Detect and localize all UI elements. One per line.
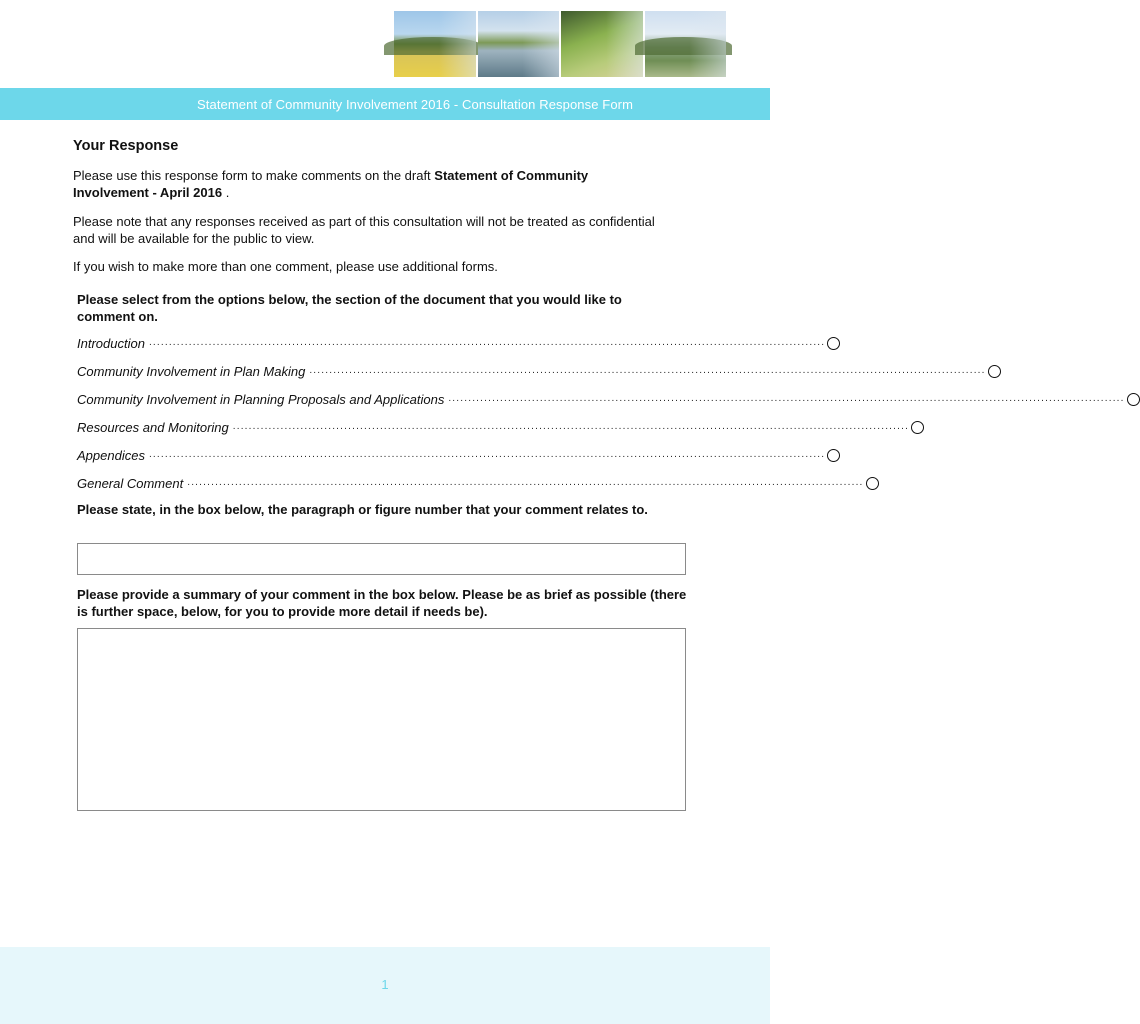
landscape-photo-icon [478, 11, 560, 77]
option-appendices[interactable] [77, 446, 826, 464]
option-resources-monitoring[interactable] [77, 418, 910, 436]
option-label: Appendices [77, 447, 145, 463]
landscape-photo-icon [561, 11, 643, 77]
option-label: Community Involvement in Plan Making [77, 363, 306, 379]
additional-forms-note: If you wish to make more than one comment, please use additional forms. [73, 259, 498, 274]
option-label: Community Involvement in Planning Proposals and Applications [77, 391, 445, 407]
section-heading: Your Response [73, 138, 179, 154]
radio-button[interactable] [827, 449, 840, 462]
summary-comment-input[interactable] [77, 628, 686, 811]
paragraph-question: Please state, in the box below, the paragraph or figure number that your comment relates to. [77, 502, 648, 517]
confidentiality-notice: Please note that any responses received as part of this consultation will not be treated as confidential and will be available for the public to view. [73, 214, 655, 246]
page-number: 1 [381, 977, 389, 992]
leader-dots: .......................................................................................................................................................................... [448, 393, 1125, 404]
option-plan-making[interactable] [77, 362, 986, 380]
document-title: Statement of Community Involvement - April 2016 [73, 168, 589, 200]
intro-paragraph [73, 168, 663, 201]
radio-button[interactable] [1127, 393, 1140, 406]
page-title: Statement of Community Involvement 2016 - Consultation Response Form [197, 97, 634, 112]
leader-dots: .......................................................................................................................................................................... [148, 337, 826, 348]
leader-dots: .......................................................................................................................................................................... [187, 477, 864, 488]
leader-dots: .......................................................................................................................................................................... [309, 365, 986, 376]
option-label: Introduction [77, 335, 145, 351]
option-introduction[interactable] [77, 334, 826, 352]
leader-dots: .......................................................................................................................................................................... [148, 449, 826, 460]
paragraph-number-input[interactable] [77, 543, 686, 575]
header-photo-strip [394, 11, 726, 77]
radio-button[interactable] [911, 421, 924, 434]
radio-button[interactable] [827, 337, 840, 350]
radio-button[interactable] [866, 477, 879, 490]
leader-dots: .......................................................................................................................................................................... [232, 421, 910, 432]
option-label: Resources and Monitoring [77, 419, 229, 435]
option-planning-proposals[interactable] [77, 390, 1125, 408]
option-general-comment[interactable] [77, 474, 864, 492]
intro-text: Please use this response form to make comments on the draft [73, 168, 435, 183]
landscape-photo-icon [645, 11, 727, 77]
landscape-photo-icon [394, 11, 476, 77]
intro-suffix: . [222, 184, 230, 200]
radio-button[interactable] [988, 365, 1001, 378]
option-label: General Comment [77, 475, 184, 491]
summary-question: Please provide a summary of your comment in the box below. Please be as brief as possible (there is further space, below, for you to provide more detail if needs be). [77, 587, 687, 619]
section-question: Please select from the options below, the section of the document that you would like to comment on. [77, 292, 622, 324]
